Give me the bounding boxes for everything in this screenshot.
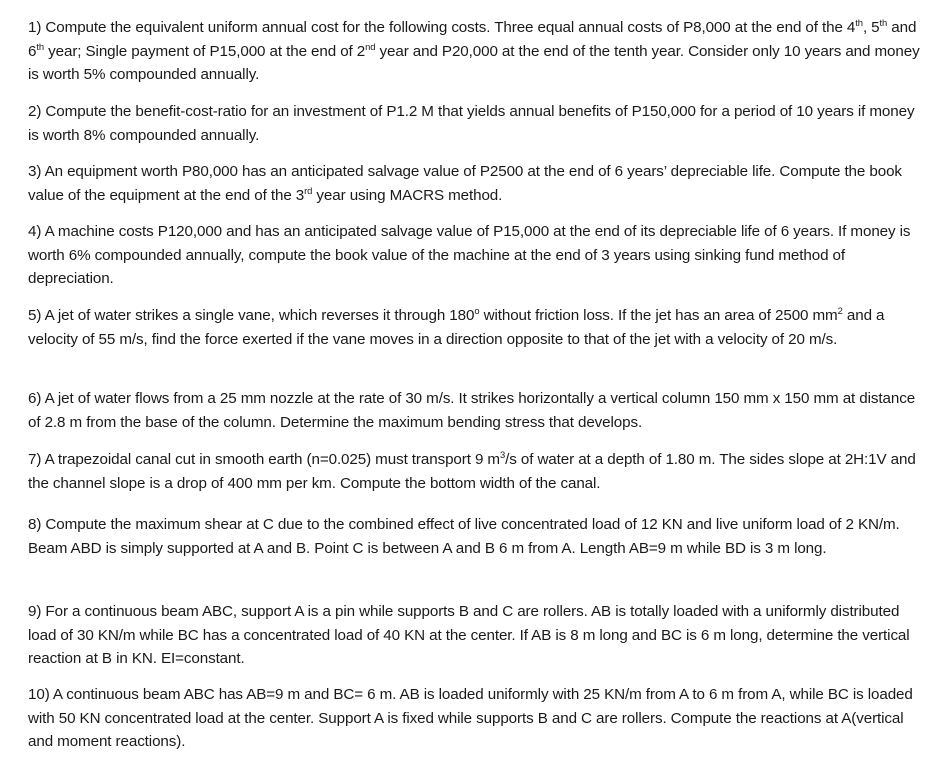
problem-10 <box>28 683 928 754</box>
problem-text: 3) An equipment worth P80,000 has an anticipated salvage value of P2500 at the end of 6 years’ depreciable life. Compute the book value of the equipment at the end of the 3 <box>28 163 902 204</box>
superscript: th <box>879 16 888 28</box>
problem-text: without friction loss. If the jet has an area of 2500 mm <box>479 307 838 324</box>
problem-text: 4) A machine costs P120,000 and has an anticipated salvage value of P15,000 at the end of its depreciable life of 6 years. If money is worth 6% compounded annually, compute the book value of the machine at the end of 3 years using sinking fund method of depreciation. <box>28 223 911 287</box>
problem-1 <box>28 16 928 87</box>
problem-text: 2) Compute the benefit-cost-ratio for an investment of P1.2 M that yields annual benefits of P150,000 for a period of 10 years if money is worth 8% compounded annually. <box>28 103 915 144</box>
superscript: th <box>855 16 863 28</box>
superscript: 3 <box>499 448 506 460</box>
problem-text: 9) For a continuous beam ABC, support A is a pin while supports B and C are rollers. AB is totally loaded with a uniformly distributed load of 30 KN/m while BC has a concentrated load of 40 KN at the center. If AB is 8 m long and BC is 6 m long, determine the vertical reaction at B in KN. EI=constant. <box>28 603 910 667</box>
superscript: th <box>36 40 45 52</box>
problem-text: year and P20,000 at the end of the tenth year. Consider only 10 years and money is worth 5% compounded annually. <box>28 42 920 83</box>
superscript: 2 <box>837 304 843 316</box>
problem-text: 7) A trapezoidal canal cut in smooth earth (n=0.025) must transport 9 m <box>28 451 500 468</box>
problem-text: and a velocity of 55 m/s, find the force exerted if the vane moves in a direction opposite to that of the jet with a velocity of 20 m/s. <box>28 307 885 348</box>
problem-2 <box>28 100 928 147</box>
problem-text: 5) A jet of water strikes a single vane, which reverses it through 180 <box>28 307 475 324</box>
problem-text: 8) Compute the maximum shear at C due to the combined effect of live concentrated load of 12 KN and live uniform load of 2 KN/m. Beam ABD is simply supported at A and B. Point C is between A and B 6 m from A. Length AB=9 m while BD is 3 m long. <box>28 516 900 557</box>
problem-4 <box>28 220 928 291</box>
problem-text: , 5 <box>862 19 880 36</box>
problem-text: 6) A jet of water flows from a 25 mm nozzle at the rate of 30 m/s. It strikes horizontally a vertical column 150 mm x 150 mm at distance of 2.8 m from the base of the column. Determine the maximum bending stress that develops. <box>28 390 916 431</box>
superscript: nd <box>365 40 376 52</box>
problem-text: year using MACRS method. <box>312 186 503 204</box>
problem-text: /s of water at a depth of 1.80 m. The sides slope at 2H:1V and the channel slope is a drop of 400 mm per km. Compute the bottom width of the canal. <box>28 451 916 492</box>
superscript: o <box>474 304 480 316</box>
problem-3 <box>28 160 928 207</box>
problem-8 <box>28 513 928 560</box>
problem-7 <box>28 448 928 495</box>
problem-text: 10) A continuous beam ABC has AB=9 m and BC= 6 m. AB is loaded uniformly with 25 KN/m from A to 6 m from A, while BC is loaded with 50 KN concentrated load at the center. Support A is fixed while supports B and C are rollers. Compute the reactions at A(vertical and moment reactions). <box>28 686 913 750</box>
superscript: rd <box>304 184 313 196</box>
problem-text: year; Single payment of P15,000 at the end of 2 <box>44 42 366 60</box>
problem-text: and 6 <box>28 19 917 60</box>
problem-text: 1) Compute the equivalent uniform annual cost for the following costs. Three equal annual costs of P8,000 at the end of the 4 <box>28 19 856 36</box>
problem-6 <box>28 387 928 434</box>
problem-9 <box>28 600 928 671</box>
problem-5 <box>28 304 928 351</box>
